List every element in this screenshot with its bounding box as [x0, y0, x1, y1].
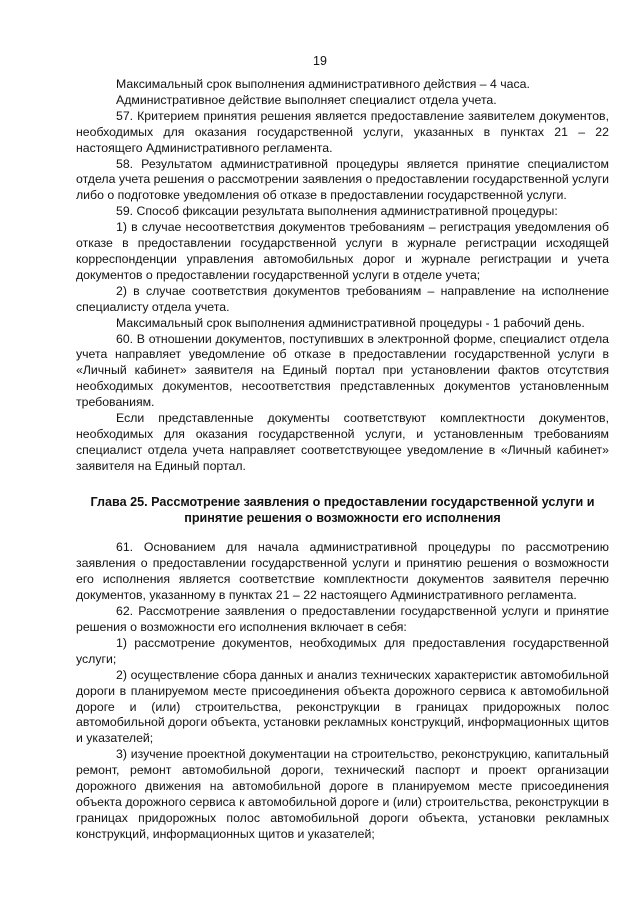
paragraph: Административное действие выполняет специалист отдела учета.: [116, 92, 497, 107]
paragraph: 2) в случае соответствия документов требованиям – направление на исполнение специалисту отдела учета.: [76, 283, 609, 314]
document-body: [76, 77, 609, 843]
paragraph: 57. Критерием принятия решения является предоставление заявителем документов, необходимых для оказания государственной услуги, указанных в пунктах 21 – 22 настоящего Административного регламента.: [76, 108, 609, 155]
page-number: 19: [313, 54, 327, 68]
paragraph: 2) осуществление сбора данных и анализ технических характеристик автомобильной дороги в планируемом месте присоединения объекта дорожного сервиса к автомобильной дороге и (или) строительства, реконструкции в границах придорожных полос автомобильной дороги объекта, установки рекламных конструкций, информационных щитов и указателей;: [76, 667, 609, 746]
paragraph: 1) рассмотрение документов, необходимых для предоставления государственной услуги;: [76, 635, 609, 666]
paragraph: Если представленные документы соответствуют комплектности документов, необходимых для оказания государственной услуги, и установленным требованиям специалист отдела учета направляет соответствующее уведомление в «Личный кабинет» заявителя на Единый портал.: [76, 411, 609, 473]
paragraph: 60. В отношении документов, поступивших в электронной форме, специалист отдела учета направляет уведомление об отказе в предоставлении государственной услуги в «Личный кабинет» заявителя на Единый портал при установлении фактов отсутствия необходимых документов, несоответствия представленных документов установленным требованиям.: [76, 331, 609, 410]
paragraph: 59. Способ фиксации результата выполнения административной процедуры:: [116, 204, 558, 219]
chapter-heading: Глава 25. Рассмотрение заявления о предоставлении государственной услуги и принятие решения о возможности его исполнения: [90, 494, 595, 525]
paragraph: Максимальный срок выполнения административной процедуры - 1 рабочий день.: [116, 315, 585, 330]
paragraph: 58. Результатом административной процедуры является принятие специалистом отдела учета решения о рассмотрении заявления о предоставлении государственной услуги либо о подготовке уведомления об отказе в предоставлении государственной услуги.: [76, 156, 609, 203]
paragraph: 61. Основанием для начала административной процедуры по рассмотрению заявления о предоставлении государственной услуги и принятию решения о возможности его исполнения является соответствие комплектности документов заявителя перечню документов, указанному в пунктах 21 – 22 настоящего Административного регламента.: [76, 540, 609, 603]
paragraph: 1) в случае несоответствия документов требованиям – регистрация уведомления об отказе в предоставлении государственной услуги в журнале регистрации исходящей корреспонденции управления автомобильных дорог и журнале регистрации и учета документов о предоставлении государственной услуги в отделе учета;: [76, 220, 609, 282]
paragraph: 62. Рассмотрение заявления о предоставлении государственной услуги и принятие решения о возможности его исполнения включает в себя:: [76, 604, 609, 634]
paragraph: Максимальный срок выполнения административного действия – 4 часа.: [116, 77, 530, 91]
paragraph: 3) изучение проектной документации на строительство, реконструкцию, капитальный ремонт, ремонт автомобильной дороги, технический паспорт и проект организации дорожного движения на автомобильной дороге в планируемом месте присоединения объекта дорожного сервиса к автомобильной дороге и (или) строительства, реконструкции в границах придорожных полос автомобильной дороги объекта, установки рекламных конструкций, информационных щитов и указателей;: [76, 747, 609, 841]
